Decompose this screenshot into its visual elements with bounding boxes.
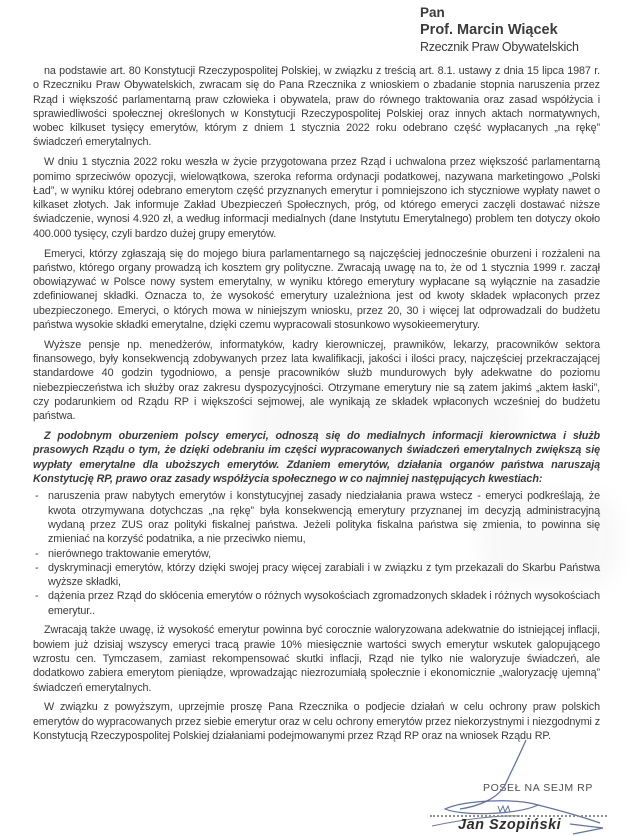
paragraph-legal-basis: na podstawie art. 80 Konstytucji Rzeczypospolitej Polskiej, w związku z treścią art. 8.1. ustawy z dnia 15 lipca 1987 r. o Rzeczniku Praw Obywatelskich, zwracam się do Pana Rzecznika z wnioskiem o zbadanie stopnia naruszenia przez Rząd i większość parlamentarną praw człowieka i obywatela, praw do równego traktowania oraz zasad współżycia i sprawiedliwości społecznej określonych w Konstytucji Rzeczypospolitej Polskiej oraz innych aktach normatywnych, wobec kilkuset tysięcy emerytów, którym z dniem 1 stycznia 2022 roku odebrano część wypłacanych „na rękę” świadczeń emerytalnych. bbox=[33, 65, 600, 149]
recipient-block bbox=[420, 4, 579, 57]
paragraph-pension-system: Emeryci, którzy zgłaszają się do mojego biura parlamentarnego są najczęściej jednocześnie oburzeni i rozżaleni na państwo, którego organy prowadzą ich kosztem gry polityczne. Zwracają uwagę na to, że od 1 stycznia 1999 r. zaczął obowiązywać w Polsce nowy system emerytalny, w wyniku którego emerytury wypłacane są wyłącznie na zasadzie zdefiniowanej składki. Oznacza to, że wysokość emerytury uzależniona jest od kwoty składek wpłaconych przez ubezpieczonego. Emeryci, o których mowa w niniejszym wniosku, przez 20, 30 i więcej lat odprowadzali do budżetu państwa wysokie składki emerytalne, dzięki czemu wypracowali stosunkowo wysokieemerytury. bbox=[33, 247, 600, 332]
signature-name: Jan Szopiński bbox=[458, 817, 562, 833]
recipient-name: Prof. Marcin Wiącek bbox=[420, 21, 558, 38]
list-item: - nierównego traktowanie emerytów, bbox=[33, 547, 600, 561]
paragraph-polski-lad: W dniu 1 stycznia 2022 roku weszła w życie przygotowana przez Rząd i uchwalona przez większość parlamentarną pomimo sprzeciwów opozycji, wielowątkowa, szeroka reforma ordynacji podatkowej, nazywana marketingowo „Polski Ład”, w wyniku której odebrano emerytom część przyznanych emerytur i pomniejszono ich styczniowe wypłaty nawet o kilkaset złotych. Jak informuje Zakład Ubezpieczeń Społecznych, próg, od którego emeryci zaczęli dostawać niższe świadczenie, wynosi 4.920 zł, a według informacji medialnych (dane Instytutu Emerytalnego) problem ten dotyczy około 400.000 tysięcy, czyli bardzo dużej grupy emerytów. bbox=[33, 156, 600, 240]
list-item: - dyskryminacji emerytów, którzy dzięki swojej pracy więcej zarabiali i w związku z tym przekazali do Skarbu Państwa wyższe składki, bbox=[33, 561, 600, 590]
paragraph-closing-request: W związku z powyższym, uprzejmie proszę Pana Rzecznika o podjecie działań w celu ochrony praw polskich emerytów do wypracowanych przez siebie emerytur oraz w celu ochrony emerytów przez niekorzystnymi i niezgodnymi z Konstytucją Rzeczypospolitej Polskiej działaniami podejmowanymi przez Rząd RP oraz na wniosek Rządu RP. bbox=[33, 701, 600, 743]
paragraph-higher-salaries: Wyższe pensje np. menedżerów, informatyków, kadry kierowniczej, prawników, lekarzy, pracowników sektora finansowego, były konsekwencją zdobywanych przez lata kwalifikacji, jakości i ilości pracy, najczęściej przekraczającej standardowe 40 godzin tygodniowo, a pensje pracowników służb mundurowych były adekwatne do poziomu niebezpieczeństwa ich służby oraz zakresu dyspozycyjności. Otrzymane emerytury nie są zatem jakimś „aktem łaski”, czy podarunkiem od Rządu RP i większości sejmowej, ale wynikają ze składek wpłaconych wcześniej do budżetu państwa. bbox=[33, 338, 600, 423]
list-item: - naruszenia praw nabytych emerytów i konstytucyjnej zasady niedziałania prawa wstecz - emeryci podkreślają, że kwota otrzymywana dotychczas „na rękę” była konsekwencją emerytury przyznanej im decyzją administracyjną wydaną przez ZUS oraz polityki fiskalnej państwa. Jeżeli polityka fiskalna państwa się zmienia, to powinna się zmieniać na korzyść podatnika, a nie przeciwko niemu, bbox=[33, 489, 600, 546]
list-item: - dążenia przez Rząd do skłócenia emerytów o różnych wysokościach zgromadzonych składek i różnych wysokościach emerytur.. bbox=[33, 589, 600, 618]
paragraph-bold-complaint: Z podobnym oburzeniem polscy emeryci, odnoszą się do medialnych informacji kierownictwa i służb prasowych Rządu o tym, że dzięki odebraniu im części wypracowanych świadczeń emerytalnych zwiększą się wypłaty emerytalne dla uboższych emerytów. Zdaniem emerytów, działania organów państwa naruszają Konstytucję RP, prawo oraz zasady współżycia społecznego w co najmniej następujących kwestiach: bbox=[33, 430, 600, 486]
paragraph-valorization: Zwracają także uwagę, iż wysokość emerytur powinna być corocznie waloryzowana adekwatnie do istniejącej inflacji, bowiem już dzisiaj wszyscy emeryci tracą prawie 10% miesięcznie wartości swych emerytur wskutek galopującego wzrostu cen. Tymczasem, zamiast rekompensować skutki inflacji, Rząd nie tylko nie waloryzuje świadczeń, ale dodatkowo zabiera emerytom pieniądze, wprowadzając niezrozumiałą społecznie i ekonomicznie „waloryzację ujemną” świadczeń emerytalnych. bbox=[33, 624, 600, 694]
letter-body bbox=[33, 64, 600, 749]
signature-dotted-line bbox=[430, 805, 607, 817]
recipient-salutation: Pan bbox=[420, 5, 445, 20]
complaint-list bbox=[33, 489, 600, 618]
recipient-title: Rzecznik Praw Obywatelskich bbox=[420, 40, 579, 54]
signature-role-label: POSEŁ NA SEJM RP bbox=[483, 782, 593, 794]
